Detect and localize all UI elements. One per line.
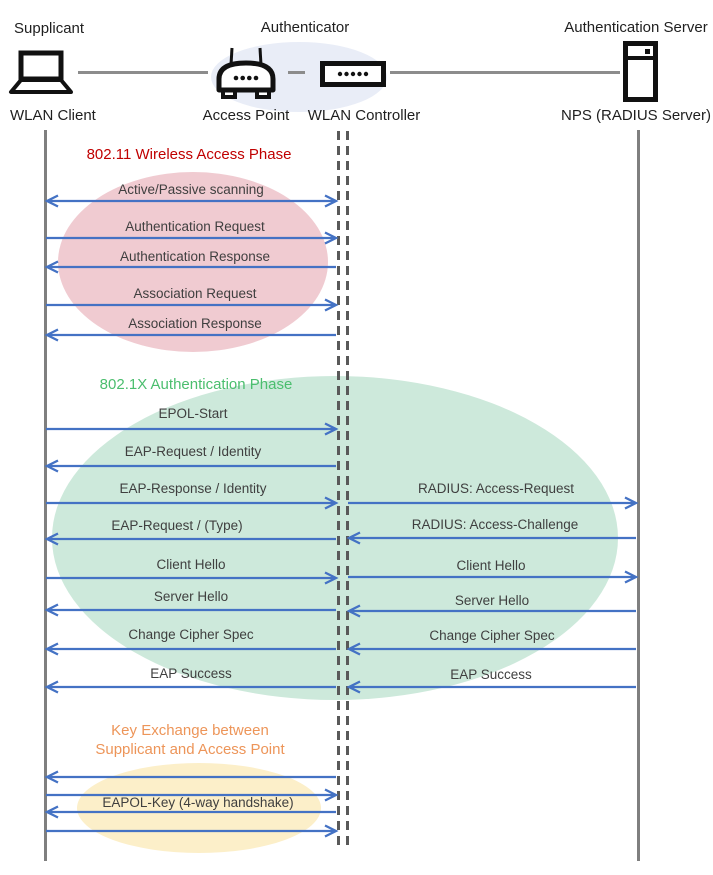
message-label: EAP-Response / Identity [119, 481, 267, 496]
wlan-controller-icon [320, 61, 386, 87]
device-nps-radius-server: NPS (RADIUS Server) [560, 107, 712, 124]
phase2-title: 802.1X Authentication Phase [99, 376, 293, 393]
message-label: Association Response [128, 316, 262, 331]
message-label: RADIUS: Access-Request [417, 481, 575, 496]
message-label: Client Hello [456, 558, 526, 573]
lifeline-supplicant [44, 130, 47, 861]
connector-ap-controller [288, 71, 305, 74]
message-label: Server Hello [153, 589, 229, 604]
message-label: Active/Passive scanning [118, 182, 264, 197]
message-label: Client Hello [156, 557, 226, 572]
phase1-title: 802.11 Wireless Access Phase [86, 146, 292, 163]
message-label: EAP-Request / Identity [124, 444, 262, 459]
device-wlan-controller: WLAN Controller [307, 107, 421, 124]
lifeline-auth-server [637, 130, 640, 861]
message-label: Authentication Response [119, 249, 271, 264]
lifeline-controller-dashed-2 [346, 131, 349, 851]
message-label: EPOL-Start [158, 406, 228, 421]
connector-client-ap [78, 71, 208, 74]
laptop-icon [8, 50, 74, 96]
phase3-title-line2: Supplicant and Access Point [95, 741, 285, 758]
role-authentication-server: Authentication Server [564, 19, 708, 36]
server-icon [623, 41, 658, 102]
message-label: EAP Success [150, 666, 232, 681]
phase3-title [95, 721, 284, 759]
access-point-icon [214, 46, 278, 102]
phase2-ellipse [52, 376, 618, 700]
lifeline-controller-dashed-1 [337, 131, 340, 851]
message-label: EAP Success [450, 667, 532, 682]
role-supplicant: Supplicant [14, 20, 85, 37]
message-label: Authentication Request [125, 219, 265, 234]
message-label: Change Cipher Spec [128, 627, 254, 642]
message-label: EAP-Request / (Type) [111, 518, 243, 533]
message-label: EAPOL-Key (4-way handshake) [102, 795, 294, 810]
role-authenticator: Authenticator [260, 19, 350, 36]
message-label: Server Hello [454, 593, 530, 608]
device-access-point: Access Point [202, 107, 290, 124]
message-label: RADIUS: Access-Challenge [411, 517, 579, 532]
message-label: Association Request [133, 286, 257, 301]
phase3-title-line1: Key Exchange between [111, 722, 269, 739]
connector-controller-server [390, 71, 620, 74]
device-wlan-client: WLAN Client [10, 107, 96, 124]
message-label: Change Cipher Spec [429, 628, 555, 643]
